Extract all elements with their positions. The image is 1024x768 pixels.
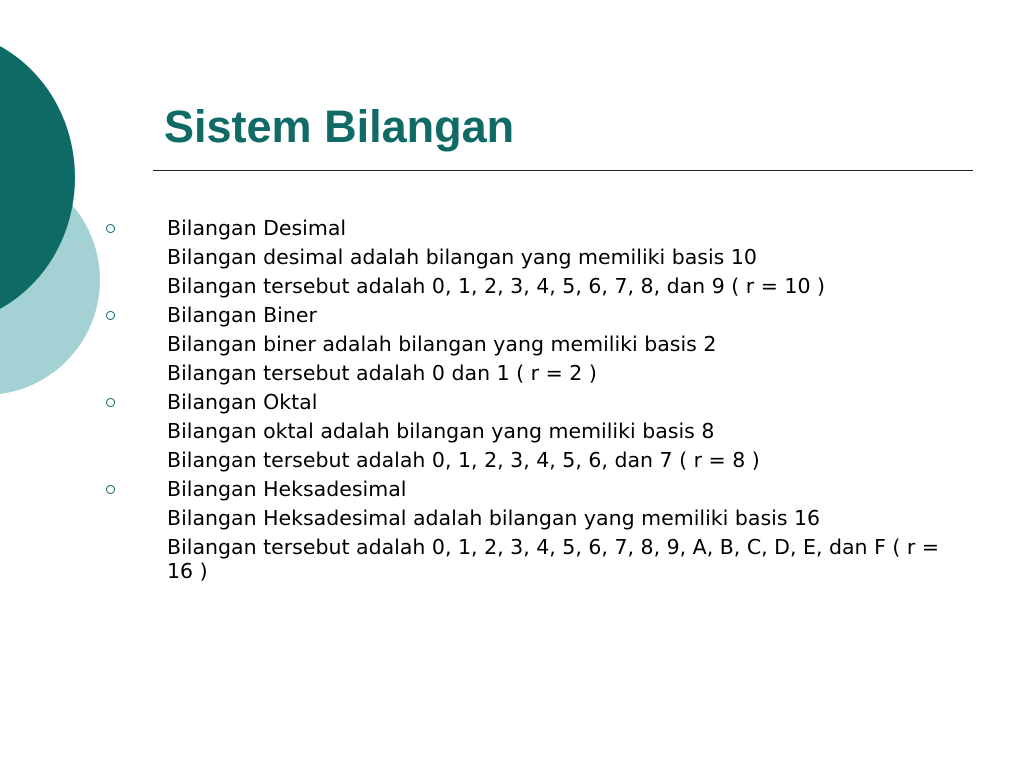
list-item-heading bbox=[100, 388, 980, 417]
hollow-circle-bullet-icon bbox=[106, 398, 115, 407]
hollow-circle-bullet-icon bbox=[106, 485, 115, 494]
list-item-heading bbox=[100, 301, 980, 330]
list-item-heading bbox=[100, 214, 980, 243]
list-item: Bilangan tersebut adalah 0, 1, 2, 3, 4, 5, 6, 7, 8, 9, A, B, C, D, E, dan F ( r = 16 ) bbox=[167, 535, 940, 583]
hollow-circle-bullet-icon bbox=[106, 311, 115, 320]
list-item: Bilangan tersebut adalah 0, 1, 2, 3, 4, 5, 6, 7, 8, dan 9 ( r = 10 ) bbox=[167, 274, 826, 298]
hollow-circle-bullet-icon bbox=[106, 224, 115, 233]
section-heading: Bilangan Biner bbox=[167, 303, 317, 327]
section-heading: Bilangan Heksadesimal bbox=[167, 477, 407, 501]
list-item: Bilangan biner adalah bilangan yang memiliki basis 2 bbox=[167, 332, 717, 356]
list-item: Bilangan Heksadesimal adalah bilangan yang memiliki basis 16 bbox=[167, 506, 821, 530]
list-item: Bilangan desimal adalah bilangan yang memiliki basis 10 bbox=[167, 245, 757, 269]
section-heading: Bilangan Desimal bbox=[167, 216, 347, 240]
list-item: Bilangan oktal adalah bilangan yang memiliki basis 8 bbox=[167, 419, 715, 443]
slide-title: Sistem Bilangan bbox=[164, 101, 515, 152]
title-divider bbox=[153, 170, 973, 171]
list-item-heading bbox=[100, 475, 980, 504]
slide-content bbox=[100, 214, 980, 583]
list-item: Bilangan tersebut adalah 0, 1, 2, 3, 4, 5, 6, dan 7 ( r = 8 ) bbox=[167, 448, 760, 472]
list-item: Bilangan tersebut adalah 0 dan 1 ( r = 2 ) bbox=[167, 361, 597, 385]
section-heading: Bilangan Oktal bbox=[167, 390, 318, 414]
